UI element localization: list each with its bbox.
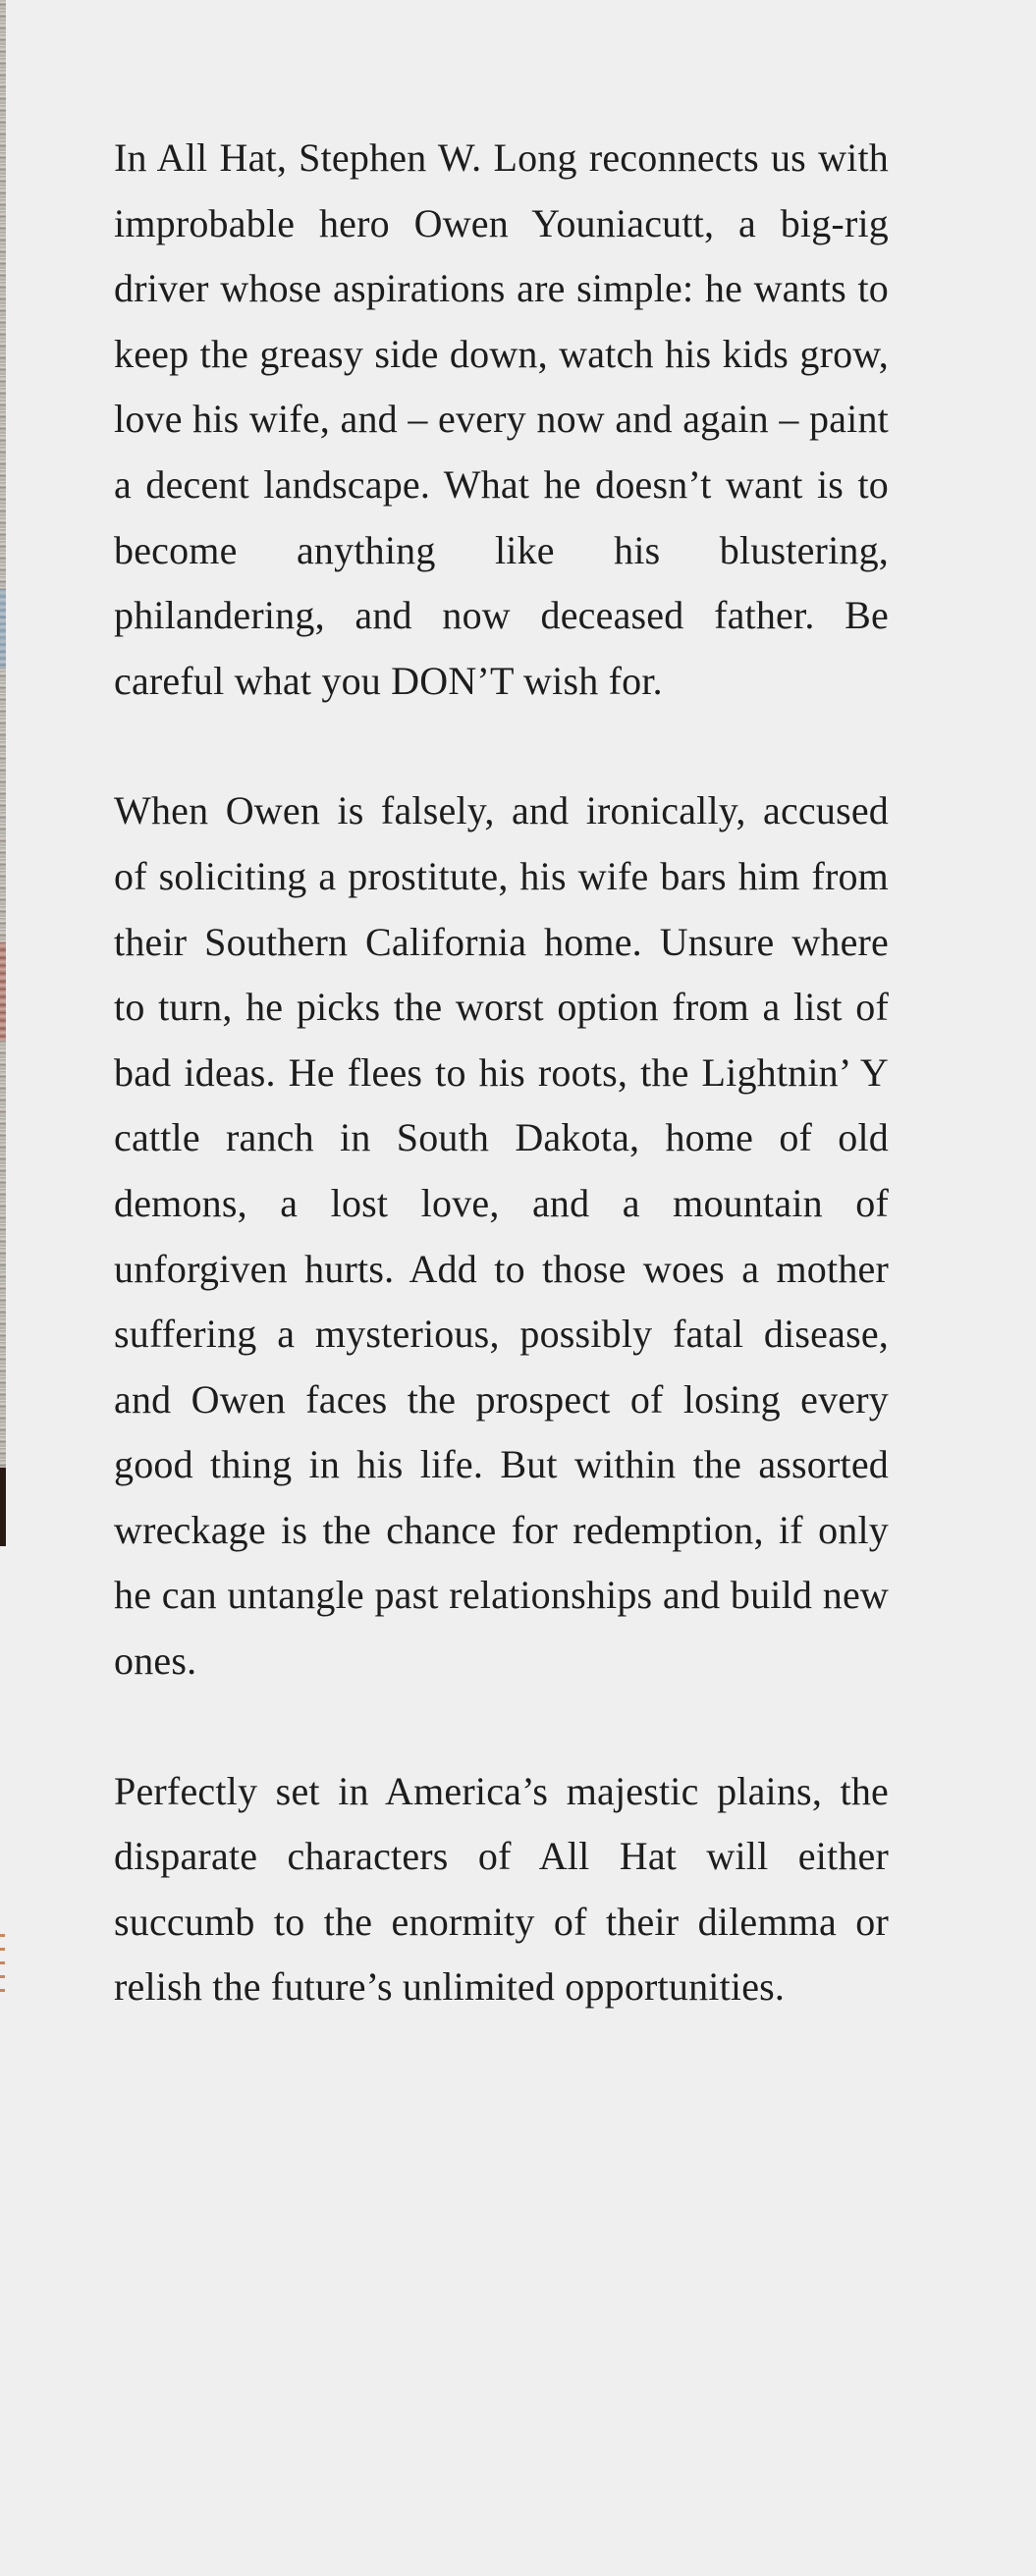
cover-edge-segment [0, 942, 6, 1041]
cover-edge-segment [0, 589, 6, 668]
book-description [114, 126, 889, 2085]
cover-edge-strip [0, 0, 6, 1546]
description-paragraph: In All Hat, Stephen W. Long reconnects us with improbable hero Owen Youniacutt, a big-rig driver whose aspirations are simple: he wants to keep the greasy side down, watch his kids grow, love his wife, and – every now and again – paint a decent landscape. What he doesn’t want is to become anything like his blustering, philandering, and now deceased father. Be careful what you DON’T wish for. [114, 135, 889, 703]
description-paragraph: Perfectly set in America’s majestic plains, the disparate characters of All Hat will either succumb to the enormity of their dilemma or relish the future’s unlimited opportunities. [114, 1768, 889, 2010]
cover-edge-mark [0, 1934, 5, 2003]
description-paragraph: When Owen is falsely, and ironically, accused of soliciting a prostitute, his wife bars him from their Southern California home. Unsure where to turn, he picks the worst option from a list of bad ideas. He flees to his roots, the Lightnin’ Y cattle ranch in South Dakota, home of old demons, a lost love, and a mountain of unforgiven hurts. Add to those woes a mother suffering a mysterious, possibly fatal disease, and Owen faces the prospect of losing every good thing in his life. But within the assorted wreckage is the chance for redemption, if only he can untangle past relationships and build new ones. [114, 788, 889, 1684]
cover-edge-segment [0, 1468, 6, 1546]
